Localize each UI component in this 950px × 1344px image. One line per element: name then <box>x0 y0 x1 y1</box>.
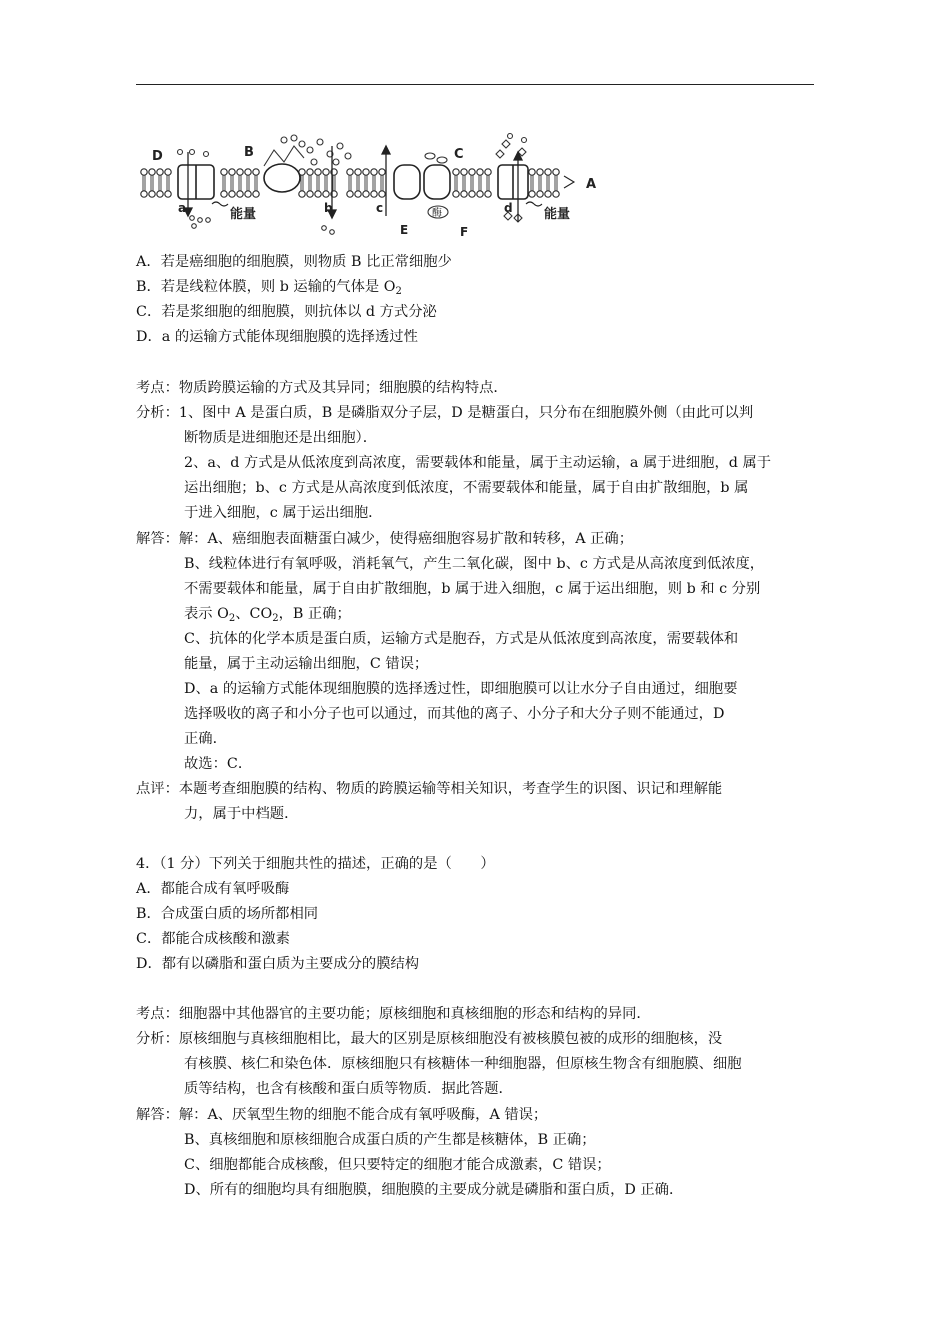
q4-option: B．合成蛋白质的场所都相同 <box>136 906 319 922</box>
gas-text: 表示 O <box>184 606 229 622</box>
label-energy-left: 能量 <box>230 207 257 222</box>
protein-center <box>394 165 450 199</box>
q3-jieda-line: 能量，属于主动运输出细胞，C 错误； <box>184 656 429 672</box>
q3-jieda-line: D、a 的运输方式能体现细胞膜的选择透过性，即细胞膜可以让水分子自由通过，细胞要 <box>184 681 738 697</box>
q3-jieda-line: C、抗体的化学本质是蛋白质，运输方式是胞吞，方式是从低浓度到高浓度，需要载体和 <box>184 631 739 647</box>
label-C: C <box>454 147 464 162</box>
q4-option: A．都能合成有氧呼吸酶 <box>136 881 290 897</box>
gas-text: 、CO <box>235 606 273 622</box>
q4-jieda-line: 解答：解：A、厌氧型生物的细胞不能合成有氧呼吸酶，A 错误； <box>136 1107 548 1123</box>
q4-option: D．都有以磷脂和蛋白质为主要成分的膜结构 <box>136 956 420 972</box>
q3-fenxi-line: 于进入细胞，c 属于运出细胞． <box>184 505 383 521</box>
label-c: c <box>376 201 384 215</box>
carrier-protein-d <box>498 165 528 199</box>
q4-fenxi-line: 有核膜、核仁和染色体．原核细胞只有核糖体一种细胞器，但原核生物含有细胞膜、细胞 <box>184 1056 742 1072</box>
label-enzyme: 酶 <box>432 208 442 219</box>
glycoprotein-chain <box>264 135 351 166</box>
q3-answer: 故选：C． <box>184 756 253 772</box>
energy-squiggles <box>212 176 574 206</box>
carrier-protein-a <box>178 165 214 199</box>
small-molecules-left <box>178 150 209 157</box>
phospholipid-bilayer <box>141 169 559 197</box>
q4-option: C．都能合成核酸和激素 <box>136 931 290 947</box>
label-d: d <box>504 201 513 215</box>
o2-subscript: 2 <box>228 613 236 624</box>
q3-jieda-line: B、线粒体进行有氧呼吸，消耗氧气，产生二氧化碳，图中 b、c 方式是从高浓度到低浓度， <box>184 556 765 572</box>
header-rule <box>136 84 814 85</box>
q4-fenxi-line: 分析：原核细胞与真核细胞相比，最大的区别是原核细胞没有被核膜包被的成形的细胞核，没 <box>136 1031 723 1047</box>
label-F: F <box>460 225 469 239</box>
label-E: E <box>400 223 409 237</box>
q3-jieda-line: 解答：解：A、癌细胞表面糖蛋白减少，使得癌细胞容易扩散和转移，A 正确； <box>136 531 633 547</box>
label-D: D <box>152 149 163 164</box>
q4-jieda-line: C、细胞都能合成核酸，但只要特定的细胞才能合成激素，C 错误； <box>184 1157 611 1173</box>
co2-subscript: 2 <box>272 613 279 624</box>
q3-kaodian: 考点：物质跨膜运输的方式及其异同；细胞膜的结构特点． <box>136 380 508 396</box>
label-B: B <box>244 145 254 160</box>
q4-jieda-line: D、所有的细胞均具有细胞膜，细胞膜的主要成分就是磷脂和蛋白质，D 正确． <box>184 1182 684 1198</box>
q3-jieda-gas-line <box>184 605 816 628</box>
carrier-c-molecules <box>425 153 447 163</box>
q3-fenxi-line: 运出细胞；b、c 方式是从高浓度到低浓度，不需要载体和能量，属于自由扩散细胞，b 属 <box>184 480 749 496</box>
q3-option-c: C．若是浆细胞的细胞膜，则抗体以 d 方式分泌 <box>136 304 437 320</box>
q3-fenxi-line: 断物质是进细胞还是出细胞）． <box>184 430 378 446</box>
q3-option-d: D．a 的运输方式能体现细胞膜的选择透过性 <box>136 329 418 345</box>
q3-fenxi-line: 2、a、d 方式是从低浓度到高浓度，需要载体和能量，属于主动运输，a 属于进细胞，d 属于 <box>184 455 772 471</box>
q4-jieda-line: B、真核细胞和原核细胞合成蛋白质的产生都是核糖体，B 正确； <box>184 1132 596 1148</box>
label-A: A <box>586 177 597 192</box>
q4-stem: 4．（1 分）下列关于细胞共性的描述，正确的是（ ） <box>136 856 495 872</box>
q3-jieda-line: 正确． <box>184 731 227 747</box>
membrane-diagram <box>134 132 604 242</box>
gas-text: ，B 正确； <box>278 606 351 622</box>
q4-fenxi-line: 质等结构，也含有核酸和蛋白质等物质．据此答题． <box>184 1081 513 1097</box>
label-a: a <box>178 201 187 215</box>
q3-dianping-line: 点评：本题考查细胞膜的结构、物质的跨膜运输等相关知识，考查学生的识图、识记和理解能 <box>136 781 723 797</box>
bottom-molecules <box>190 206 448 234</box>
label-b: b <box>324 201 333 215</box>
q3-option-b-text: B．若是线粒体膜，则 b 运输的气体是 O <box>136 279 396 295</box>
protein-b <box>264 164 300 192</box>
label-energy-right: 能量 <box>544 207 571 222</box>
q4-kaodian: 考点：细胞器中其他器官的主要功能；原核细胞和真核细胞的形态和结构的异同． <box>136 1006 651 1022</box>
q3-option-b <box>136 278 816 301</box>
q3-dianping-line: 力，属于中档题． <box>184 806 299 822</box>
q3-option-a: A．若是癌细胞的细胞膜，则物质 B 比正常细胞少 <box>136 254 452 270</box>
q3-jieda-line: 不需要载体和能量，属于自由扩散细胞，b 属于进入细胞，c 属于运出细胞，则 b 和 c 分别 <box>184 581 761 597</box>
q3-jieda-line: 选择吸收的离子和小分子也可以通过，而其他的离子、小分子和大分子则不能通过，D <box>184 706 725 722</box>
q3-option-b-subscript: 2 <box>395 286 402 297</box>
q3-fenxi-line: 分析：1、图中 A 是蛋白质，B 是磷脂双分子层，D 是糖蛋白，只分布在细胞膜外侧（由此可以判 <box>136 405 754 421</box>
